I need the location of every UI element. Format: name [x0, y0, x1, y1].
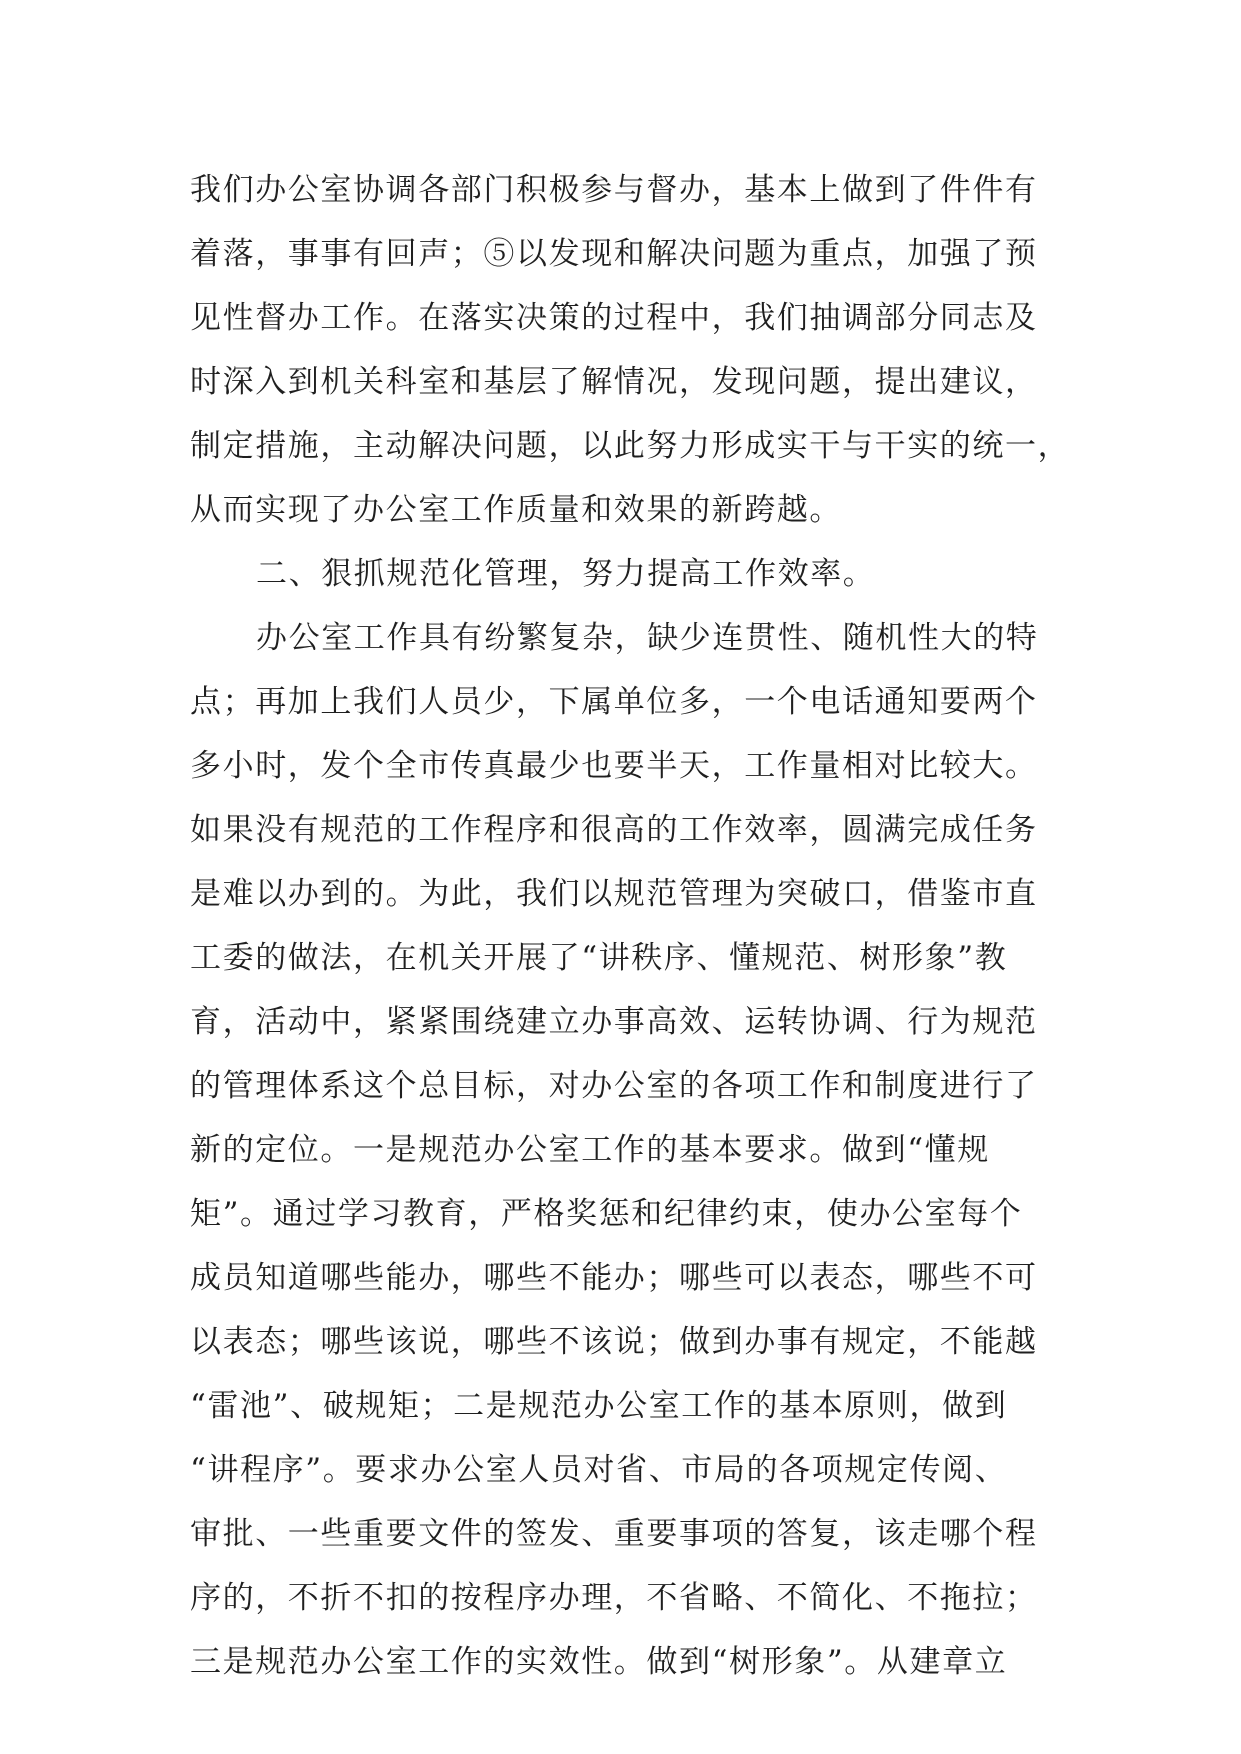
text-line: 序的，不折不扣的按程序办理，不省略、不简化、不拖拉； — [190, 1580, 1038, 1616]
text-line: 的管理体系这个总目标，对办公室的各项工作和制度进行了 — [190, 1068, 1038, 1104]
document-body — [190, 158, 1070, 1694]
text-line: 点；再加上我们人员少，下属单位多，一个电话通知要两个 — [190, 684, 1038, 720]
section-heading: 二、狠抓规范化管理，努力提高工作效率。 — [256, 556, 876, 592]
text-line: 是难以办到的。为此，我们以规范管理为突破口，借鉴市直 — [190, 876, 1038, 912]
text-line: 从而实现了办公室工作质量和效果的新跨越。 — [190, 492, 842, 528]
text-line: “讲程序”。要求办公室人员对省、市局的各项规定传阅、 — [190, 1452, 1008, 1488]
text-line: 制定措施，主动解决问题，以此努力形成实干与干实的统一， — [190, 428, 1071, 464]
text-line: 办公室工作具有纷繁复杂，缺少连贯性、随机性大的特 — [256, 620, 1039, 656]
text-line: “雷池”、破规矩；二是规范办公室工作的基本原则，做到 — [190, 1388, 1008, 1424]
text-line: 如果没有规范的工作程序和很高的工作效率，圆满完成任务 — [190, 812, 1038, 848]
text-line: 多小时，发个全市传真最少也要半天，工作量相对比较大。 — [190, 748, 1038, 784]
text-line: 成员知道哪些能办，哪些不能办；哪些可以表态，哪些不可 — [190, 1260, 1038, 1296]
text-line: 以表态；哪些该说，哪些不该说；做到办事有规定，不能越 — [190, 1324, 1038, 1360]
text-line: 三是规范办公室工作的实效性。做到“树形象”。从建章立 — [190, 1644, 1008, 1680]
text-line: 新的定位。一是规范办公室工作的基本要求。做到“懂规 — [190, 1132, 990, 1168]
text-line: 见性督办工作。在落实决策的过程中，我们抽调部分同志及 — [190, 300, 1038, 336]
text-line: 矩”。通过学习教育，严格奖惩和纪律约束，使办公室每个 — [190, 1196, 1023, 1232]
text-line: 审批、一些重要文件的签发、重要事项的答复，该走哪个程 — [190, 1516, 1038, 1552]
text-line: 工委的做法，在机关开展了“讲秩序、懂规范、树形象”教 — [190, 940, 1008, 976]
text-line: 育，活动中，紧紧围绕建立办事高效、运转协调、行为规范 — [190, 1004, 1038, 1040]
text-line: 时深入到机关科室和基层了解情况，发现问题，提出建议， — [190, 364, 1038, 400]
text-line: 着落，事事有回声；⑤以发现和解决问题为重点，加强了预 — [190, 236, 1038, 272]
text-line: 我们办公室协调各部门积极参与督办，基本上做到了件件有 — [190, 172, 1038, 208]
